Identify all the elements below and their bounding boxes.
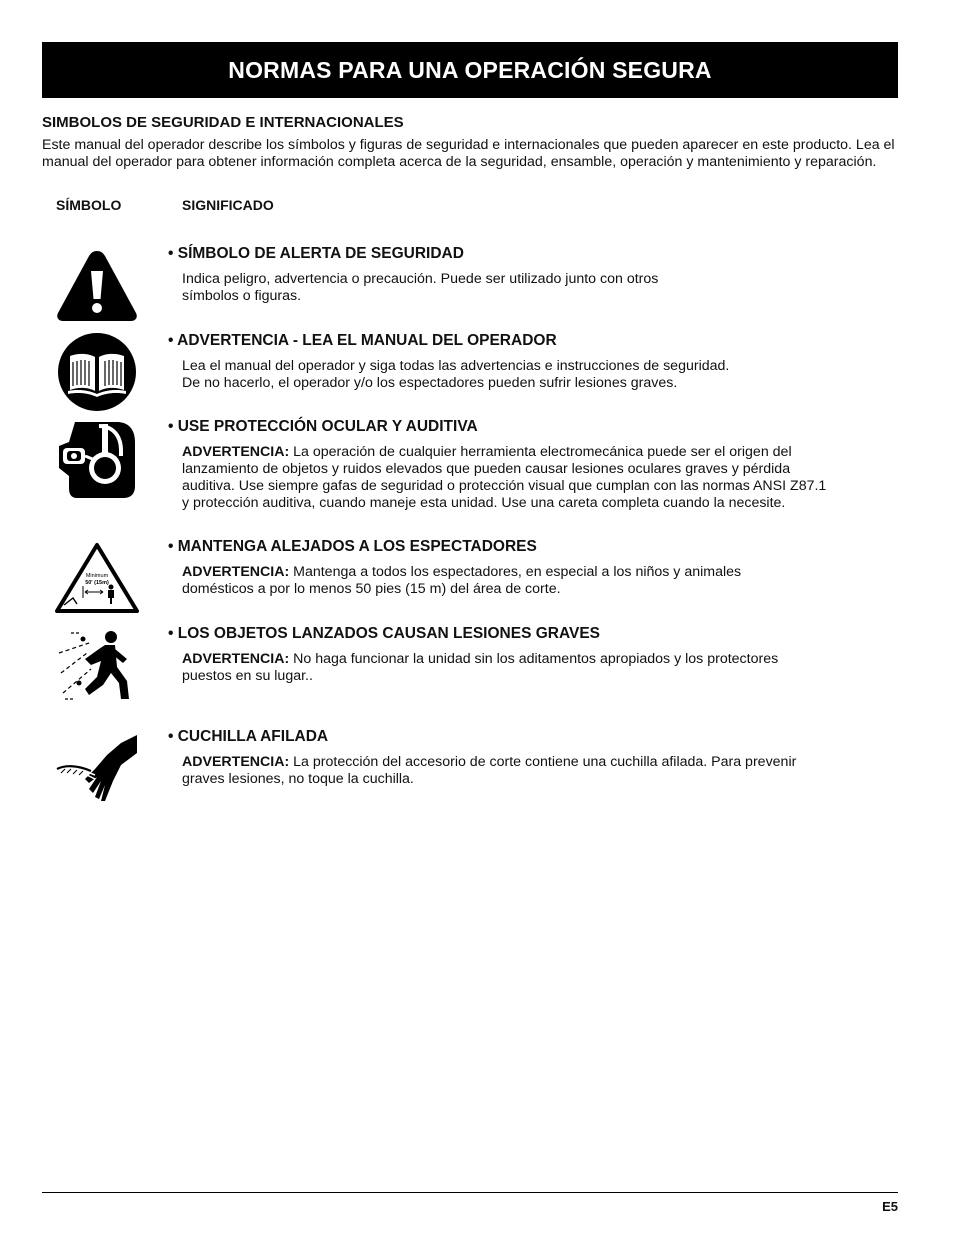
intro-paragraph: Este manual del operador describe los símbolos y figuras de seguridad e internacionales que pueden aparecer en este producto. Lea el manual del operador para obtener información completa acerca de la seguridad, ensamble, operación y mantenimiento y reparación.	[42, 137, 895, 170]
entry-title: • USE PROTECCIÓN OCULAR Y AUDITIVA	[168, 418, 478, 435]
page-number: E5	[882, 1199, 898, 1214]
safety-alert-triangle-icon	[54, 242, 140, 328]
column-header-meaning: SIGNIFICADO	[182, 197, 274, 213]
entry-description: ADVERTENCIA: Mantenga a todos los espectadores, en especial a los niños y animales domésticos a por lo menos 50 pies (15 m) del área de corte.	[182, 564, 742, 597]
thrown-objects-icon	[54, 622, 140, 708]
entry-description: ADVERTENCIA: No haga funcionar la unidad sin los aditamentos apropiados y los protectores puestos en su lugar..	[182, 651, 779, 684]
page-title-bar	[42, 42, 898, 98]
entry-description: ADVERTENCIA: La operación de cualquier herramienta electromecánica puede ser el origen del lanzamiento de objetos y ruidos elevados que pueden causar lesiones oculares graves y pérdida auditiva. Use siempre gafas de seguridad o protección visual que cumplan con las normas ANSI Z87.1 y protección auditiva, cuando maneje esta unidad. Use una careta completa cuando la necesite.	[182, 444, 827, 511]
entry-description: ADVERTENCIA: La protección del accesorio de corte contiene una cuchilla afilada. Para prevenir graves lesiones, no toque la cuchilla.	[182, 754, 797, 787]
footer-rule	[42, 1192, 898, 1193]
entry-description: Indica peligro, advertencia o precaución. Puede ser utilizado junto con otros símbolos o figuras.	[182, 271, 659, 304]
entry-title: • ADVERTENCIA - LEA EL MANUAL DEL OPERADOR	[168, 332, 557, 349]
section-heading: SIMBOLOS DE SEGURIDAD E INTERNACIONALES	[42, 114, 404, 131]
entry-title: • LOS OBJETOS LANZADOS CAUSAN LESIONES GRAVES	[168, 625, 601, 642]
distance-text: 50' (15m)	[85, 580, 109, 586]
entry-description: Lea el manual del operador y siga todas las advertencias e instrucciones de seguridad. De no hacerlo, el operador y/o los espectadores pueden sufrir lesiones graves.	[182, 358, 730, 391]
entry-title: • MANTENGA ALEJADOS A LOS ESPECTADORES	[168, 538, 537, 555]
read-manual-book-icon	[54, 329, 140, 415]
entry-title: • CUCHILLA AFILADA	[168, 728, 329, 745]
column-header-symbol: SÍMBOLO	[56, 197, 122, 213]
keep-bystanders-away-icon	[54, 535, 140, 621]
page-title: NORMAS PARA UNA OPERACIÓN SEGURA	[228, 56, 712, 83]
sharp-blade-hand-icon	[54, 725, 140, 811]
entry-title: • SÍMBOLO DE ALERTA DE SEGURIDAD	[168, 245, 464, 262]
minimum-text: Minimum	[85, 573, 109, 579]
eye-ear-protection-icon	[54, 415, 140, 501]
